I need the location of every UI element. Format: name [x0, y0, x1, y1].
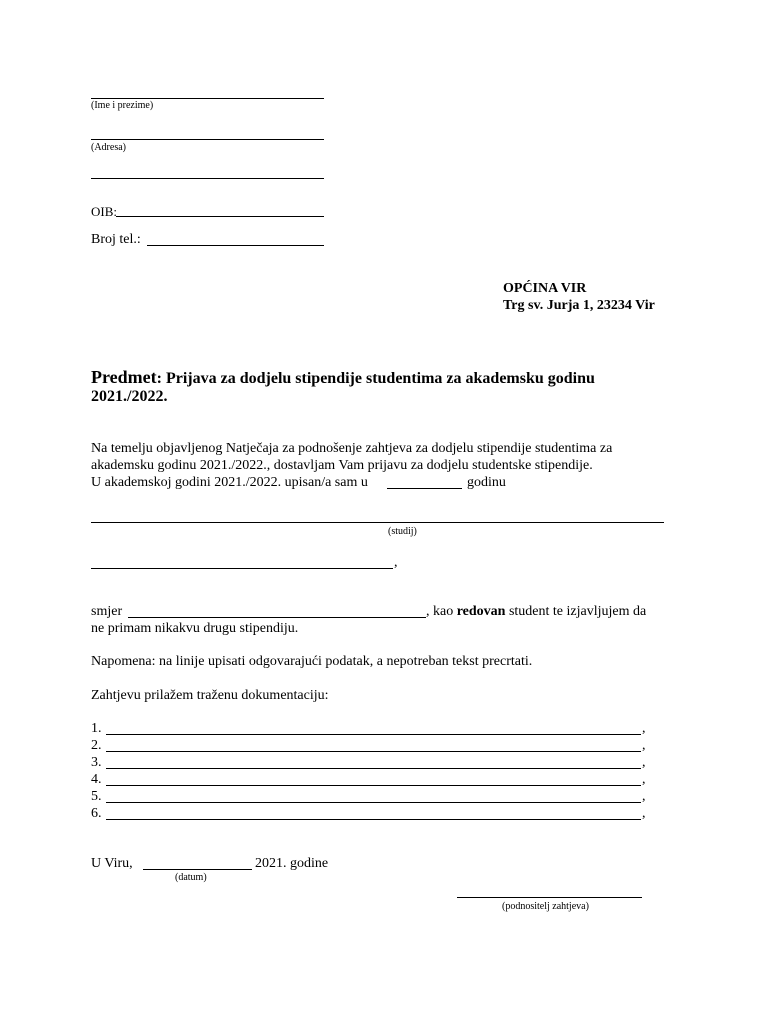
smjer-label: smjer [91, 604, 123, 619]
attachment-number: 3. [91, 755, 102, 770]
date-line[interactable] [143, 869, 252, 870]
year-of-study-line[interactable] [387, 488, 462, 489]
attachment-line[interactable] [106, 768, 641, 769]
date-caption: (datum) [175, 872, 207, 883]
phone-line[interactable] [147, 245, 324, 246]
attachment-line[interactable] [106, 751, 641, 752]
attachment-comma: , [642, 806, 646, 821]
study-line-2[interactable] [91, 568, 393, 569]
attachment-line[interactable] [106, 785, 641, 786]
smjer-line-2: ne primam nikakvu drugu stipendiju. [91, 621, 299, 636]
attachment-number: 6. [91, 806, 102, 821]
recipient-name: OPĆINA VIR [503, 281, 587, 296]
subject-text: Prijava za dodjelu stipendije studentima za akademsku godinu [165, 370, 595, 387]
attachment-number: 4. [91, 772, 102, 787]
para-line-1: Na temelju objavljenog Natječaja za podnošenje zahtjeva za dodjelu stipendije studentima za [91, 441, 613, 456]
attachments-intro: Zahtjevu prilažem traženu dokumentaciju: [91, 688, 329, 703]
subject-line-1 [91, 367, 595, 388]
attachment-comma: , [642, 721, 646, 736]
attachment-number: 2. [91, 738, 102, 753]
attachment-line[interactable] [106, 802, 641, 803]
smjer-continuation [426, 604, 646, 620]
para-line-3-pre: U akademskoj godini 2021./2022. upisan/a sam u [91, 475, 368, 490]
smjer-kao: , kao [426, 604, 454, 619]
name-caption: (Ime i prezime) [91, 100, 154, 111]
year-text: 2021. godine [255, 856, 329, 871]
oib-label: OIB: [91, 204, 117, 219]
subject-label: Predmet [91, 367, 157, 387]
smjer-redovan: redovan [456, 604, 506, 619]
address-caption: (Adresa) [91, 142, 126, 153]
attachment-comma: , [642, 738, 646, 753]
attachment-line[interactable] [106, 819, 641, 820]
subject-line-2: 2021./2022. [91, 388, 168, 405]
address-line-2[interactable] [91, 178, 324, 179]
study-line-2-comma: , [394, 555, 398, 570]
attachment-comma: , [642, 755, 646, 770]
note: Napomena: na linije upisati odgovarajući podatak, a nepotreban tekst precrtati. [91, 654, 533, 669]
attachment-comma: , [642, 789, 646, 804]
study-line[interactable] [91, 522, 664, 523]
subject-colon: : [156, 370, 162, 387]
para-line-3-post: godinu [467, 475, 506, 490]
oib-line[interactable] [116, 216, 324, 217]
name-line[interactable] [91, 98, 324, 99]
phone-label: Broj tel.: [91, 232, 141, 247]
signature-line[interactable] [457, 897, 642, 898]
attachment-number: 1. [91, 721, 102, 736]
address-line[interactable] [91, 139, 324, 140]
place-label: U Viru, [91, 856, 133, 871]
attachment-line[interactable] [106, 734, 641, 735]
attachment-comma: , [642, 772, 646, 787]
recipient-address: Trg sv. Jurja 1, 23234 Vir [503, 298, 655, 313]
smjer-rest: student te izjavljujem da [508, 604, 647, 619]
study-caption: (studij) [388, 526, 417, 537]
signature-caption: (podnositelj zahtjeva) [502, 901, 589, 912]
para-line-2: akademsku godinu 2021./2022., dostavljam Vam prijavu za dodjelu studentske stipendije. [91, 458, 593, 473]
smjer-line[interactable] [128, 617, 426, 618]
attachment-number: 5. [91, 789, 102, 804]
